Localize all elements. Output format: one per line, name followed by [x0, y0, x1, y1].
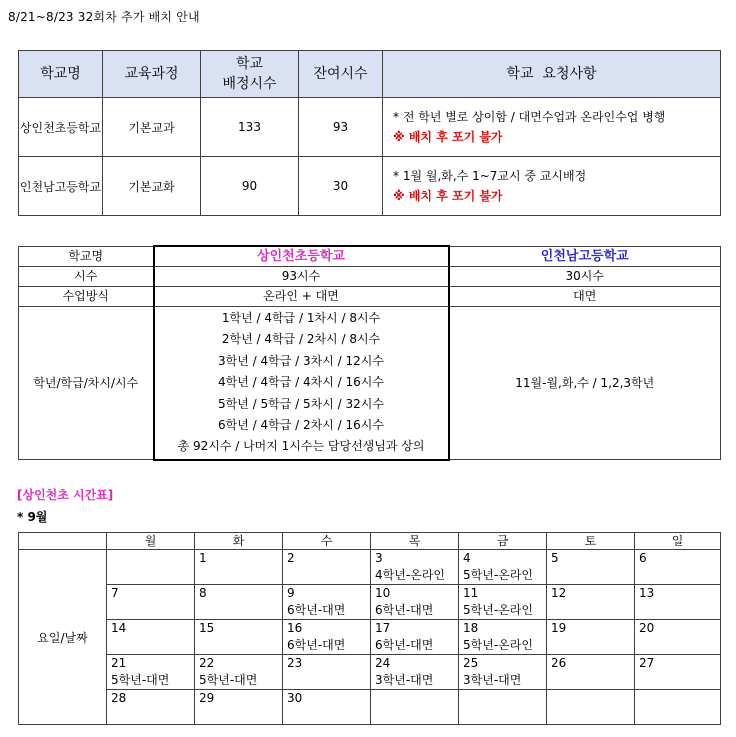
schoolA-detail — [154, 307, 449, 460]
day-number: 22 — [199, 656, 215, 670]
calendar-week-row — [19, 655, 721, 690]
calendar-day-cell — [459, 690, 547, 725]
calendar-day-cell — [635, 690, 721, 725]
day-number: 12 — [551, 586, 567, 600]
request-warning: ※ 배치 후 포기 불가 — [393, 189, 503, 203]
calendar-day-cell — [283, 655, 371, 690]
day-number: 21 — [111, 656, 127, 670]
day-schedule-text: 5학년-대면 — [199, 673, 258, 687]
day-number: 10 — [375, 586, 391, 600]
calendar-day-cell — [283, 620, 371, 655]
calendar-day-cell — [635, 585, 721, 620]
day-schedule-text: 5학년-온라인 — [463, 638, 533, 652]
calendar-week-row — [19, 585, 721, 620]
cell-school: 인천남고등학교 — [19, 157, 103, 216]
table-header-row — [19, 51, 721, 98]
calendar-day-cell — [371, 655, 459, 690]
label-hours: 시수 — [19, 267, 154, 287]
day-number: 25 — [463, 656, 479, 670]
day-number: 3 — [375, 551, 383, 565]
weekday-label: 금 — [459, 533, 547, 550]
calendar-day-cell — [195, 655, 283, 690]
schoolB-hours: 30시수 — [449, 267, 721, 287]
day-number: 13 — [639, 586, 655, 600]
request-warning: ※ 배치 후 포기 불가 — [393, 130, 503, 144]
day-schedule-text: 3학년-대면 — [375, 673, 434, 687]
cell-assigned: 90 — [201, 157, 299, 216]
day-number: 1 — [199, 551, 207, 565]
calendar-day-cell — [195, 550, 283, 585]
calendar-day-cell — [371, 690, 459, 725]
calendar-day-cell — [547, 690, 635, 725]
header-remaining: 잔여시수 — [299, 51, 383, 98]
schoolB-name-text: 인천남고등학교 — [540, 248, 629, 264]
day-number: 6 — [639, 551, 647, 565]
calendar-day-cell — [283, 550, 371, 585]
day-schedule-text: 6학년-대면 — [375, 638, 434, 652]
cell-remaining: 93 — [299, 98, 383, 157]
calendar-corner — [19, 533, 107, 550]
school-request-table — [18, 50, 721, 216]
calendar-day-cell — [459, 655, 547, 690]
cell-request — [383, 157, 721, 216]
page-title: 8/21~8/23 32회차 추가 배치 안내 — [8, 10, 200, 24]
calendar-month: * 9월 — [17, 510, 48, 524]
calendar-day-cell — [459, 585, 547, 620]
day-schedule-text: 5학년-대면 — [111, 673, 170, 687]
table-row — [19, 287, 721, 307]
calendar-day-cell — [635, 655, 721, 690]
calendar-day-cell — [547, 585, 635, 620]
calendar-day-cell — [459, 550, 547, 585]
detail-line: 5학년 / 5학급 / 5차시 / 32시수 — [218, 396, 384, 411]
detail-line: 2학년 / 4학급 / 2차시 / 8시수 — [221, 332, 381, 347]
day-number: 27 — [639, 656, 655, 670]
calendar-header-row — [19, 533, 721, 550]
table-row — [19, 246, 721, 267]
day-number: 2 — [287, 551, 295, 565]
day-number: 24 — [375, 656, 391, 670]
calendar-day-cell — [547, 550, 635, 585]
schoolB-method: 대면 — [449, 287, 721, 307]
calendar-day-cell — [635, 620, 721, 655]
detail-line: 4학년 / 4학급 / 4차시 / 16시수 — [218, 375, 384, 390]
schoolA-name-text: 상인천초등학교 — [257, 249, 345, 264]
cell-course: 기본교과 — [103, 98, 201, 157]
cell-school: 상인천초등학교 — [19, 98, 103, 157]
header-assigned — [201, 51, 299, 98]
calendar-day-cell — [195, 690, 283, 725]
calendar-day-cell — [547, 655, 635, 690]
day-schedule-text: 3학년-대면 — [463, 673, 522, 687]
request-text: * 1월 월,화,수 1~7교시 중 교시배정 — [393, 169, 587, 183]
calendar-day-cell — [195, 585, 283, 620]
calendar-day-cell — [371, 585, 459, 620]
day-number: 4 — [463, 551, 471, 565]
day-schedule-text: 5학년-온라인 — [463, 568, 533, 582]
day-schedule-text: 6학년-대면 — [287, 603, 346, 617]
calendar-week-row — [19, 550, 721, 585]
calendar-day-cell — [107, 690, 195, 725]
calendar-day-cell — [283, 585, 371, 620]
label-school: 학교명 — [19, 246, 154, 267]
calendar-body — [19, 550, 721, 725]
detail-line: 6학년 / 4학급 / 2차시 / 16시수 — [218, 418, 384, 433]
table-row — [19, 307, 721, 460]
day-number: 28 — [111, 691, 127, 705]
calendar-day-cell — [459, 620, 547, 655]
schoolA-hours: 93시수 — [154, 267, 449, 287]
weekday-label: 수 — [283, 533, 371, 550]
day-number: 8 — [199, 586, 207, 600]
school-detail-table — [18, 245, 721, 461]
day-schedule-text: 5학년-온라인 — [463, 603, 533, 617]
label-detail: 학년/학급/차시/시수 — [19, 307, 154, 460]
day-number — [635, 690, 720, 707]
day-number: 29 — [199, 691, 215, 705]
header-assigned-text: 학교 배정시수 — [222, 56, 277, 92]
day-number — [547, 690, 634, 707]
day-number: 7 — [111, 586, 119, 600]
day-schedule-text: 6학년-대면 — [287, 638, 346, 652]
day-number: 9 — [287, 586, 295, 600]
schoolA-name — [154, 246, 449, 267]
day-schedule-text: 6학년-대면 — [375, 603, 434, 617]
calendar-day-cell — [107, 620, 195, 655]
calendar-day-cell — [635, 550, 721, 585]
request-text: * 전 학년 별로 상이함 / 대면수업과 온라인수업 병행 — [393, 110, 666, 124]
schoolB-detail: 11월-월,화,수 / 1,2,3학년 — [449, 307, 721, 460]
day-number: 5 — [551, 551, 559, 565]
table-row — [19, 267, 721, 287]
cell-request — [383, 98, 721, 157]
day-number: 23 — [287, 656, 303, 670]
day-number — [107, 550, 194, 567]
cell-remaining: 30 — [299, 157, 383, 216]
schedule-calendar — [18, 532, 721, 725]
weekday-label: 월 — [107, 533, 195, 550]
calendar-day-cell — [283, 690, 371, 725]
day-number: 18 — [463, 621, 479, 635]
calendar-section-title: [상인천초 시간표] — [17, 488, 114, 502]
calendar-week-row — [19, 690, 721, 725]
calendar-day-cell — [107, 655, 195, 690]
day-number: 26 — [551, 656, 567, 670]
calendar-day-cell — [547, 620, 635, 655]
day-number: 15 — [199, 621, 215, 635]
header-school: 학교명 — [19, 51, 103, 98]
header-request: 학교 요청사항 — [383, 51, 721, 98]
schoolB-name — [449, 246, 721, 267]
day-number — [371, 690, 458, 707]
weekday-label: 일 — [635, 533, 721, 550]
day-number: 17 — [375, 621, 391, 635]
table-row — [19, 98, 721, 157]
day-number: 16 — [287, 621, 303, 635]
weekday-label: 목 — [371, 533, 459, 550]
calendar-day-cell — [107, 550, 195, 585]
weekday-label: 화 — [195, 533, 283, 550]
schoolA-method: 온라인 + 대면 — [154, 287, 449, 307]
calendar-day-cell — [371, 550, 459, 585]
label-method: 수업방식 — [19, 287, 154, 307]
detail-line: 1학년 / 4학급 / 1차시 / 8시수 — [221, 311, 381, 325]
calendar-day-cell — [107, 585, 195, 620]
calendar-side-label: 요일/날짜 — [19, 550, 107, 725]
detail-total: 총 92시수 / 나머지 1시수는 담당선생님과 상의 — [177, 439, 425, 454]
day-number: 11 — [463, 586, 479, 600]
cell-course: 기본교화 — [103, 157, 201, 216]
day-number: 19 — [551, 621, 567, 635]
detail-line: 3학년 / 4학급 / 3차시 / 12시수 — [218, 353, 384, 368]
calendar-day-cell — [195, 620, 283, 655]
header-course: 교육과정 — [103, 51, 201, 98]
cell-assigned: 133 — [201, 98, 299, 157]
calendar-day-cell — [371, 620, 459, 655]
day-number: 14 — [111, 621, 127, 635]
day-schedule-text: 4학년-온라인 — [375, 568, 445, 582]
calendar-week-row — [19, 620, 721, 655]
day-number: 30 — [287, 691, 303, 705]
weekday-label: 토 — [547, 533, 635, 550]
table-row — [19, 157, 721, 216]
day-number — [459, 690, 546, 707]
day-number: 20 — [639, 621, 655, 635]
